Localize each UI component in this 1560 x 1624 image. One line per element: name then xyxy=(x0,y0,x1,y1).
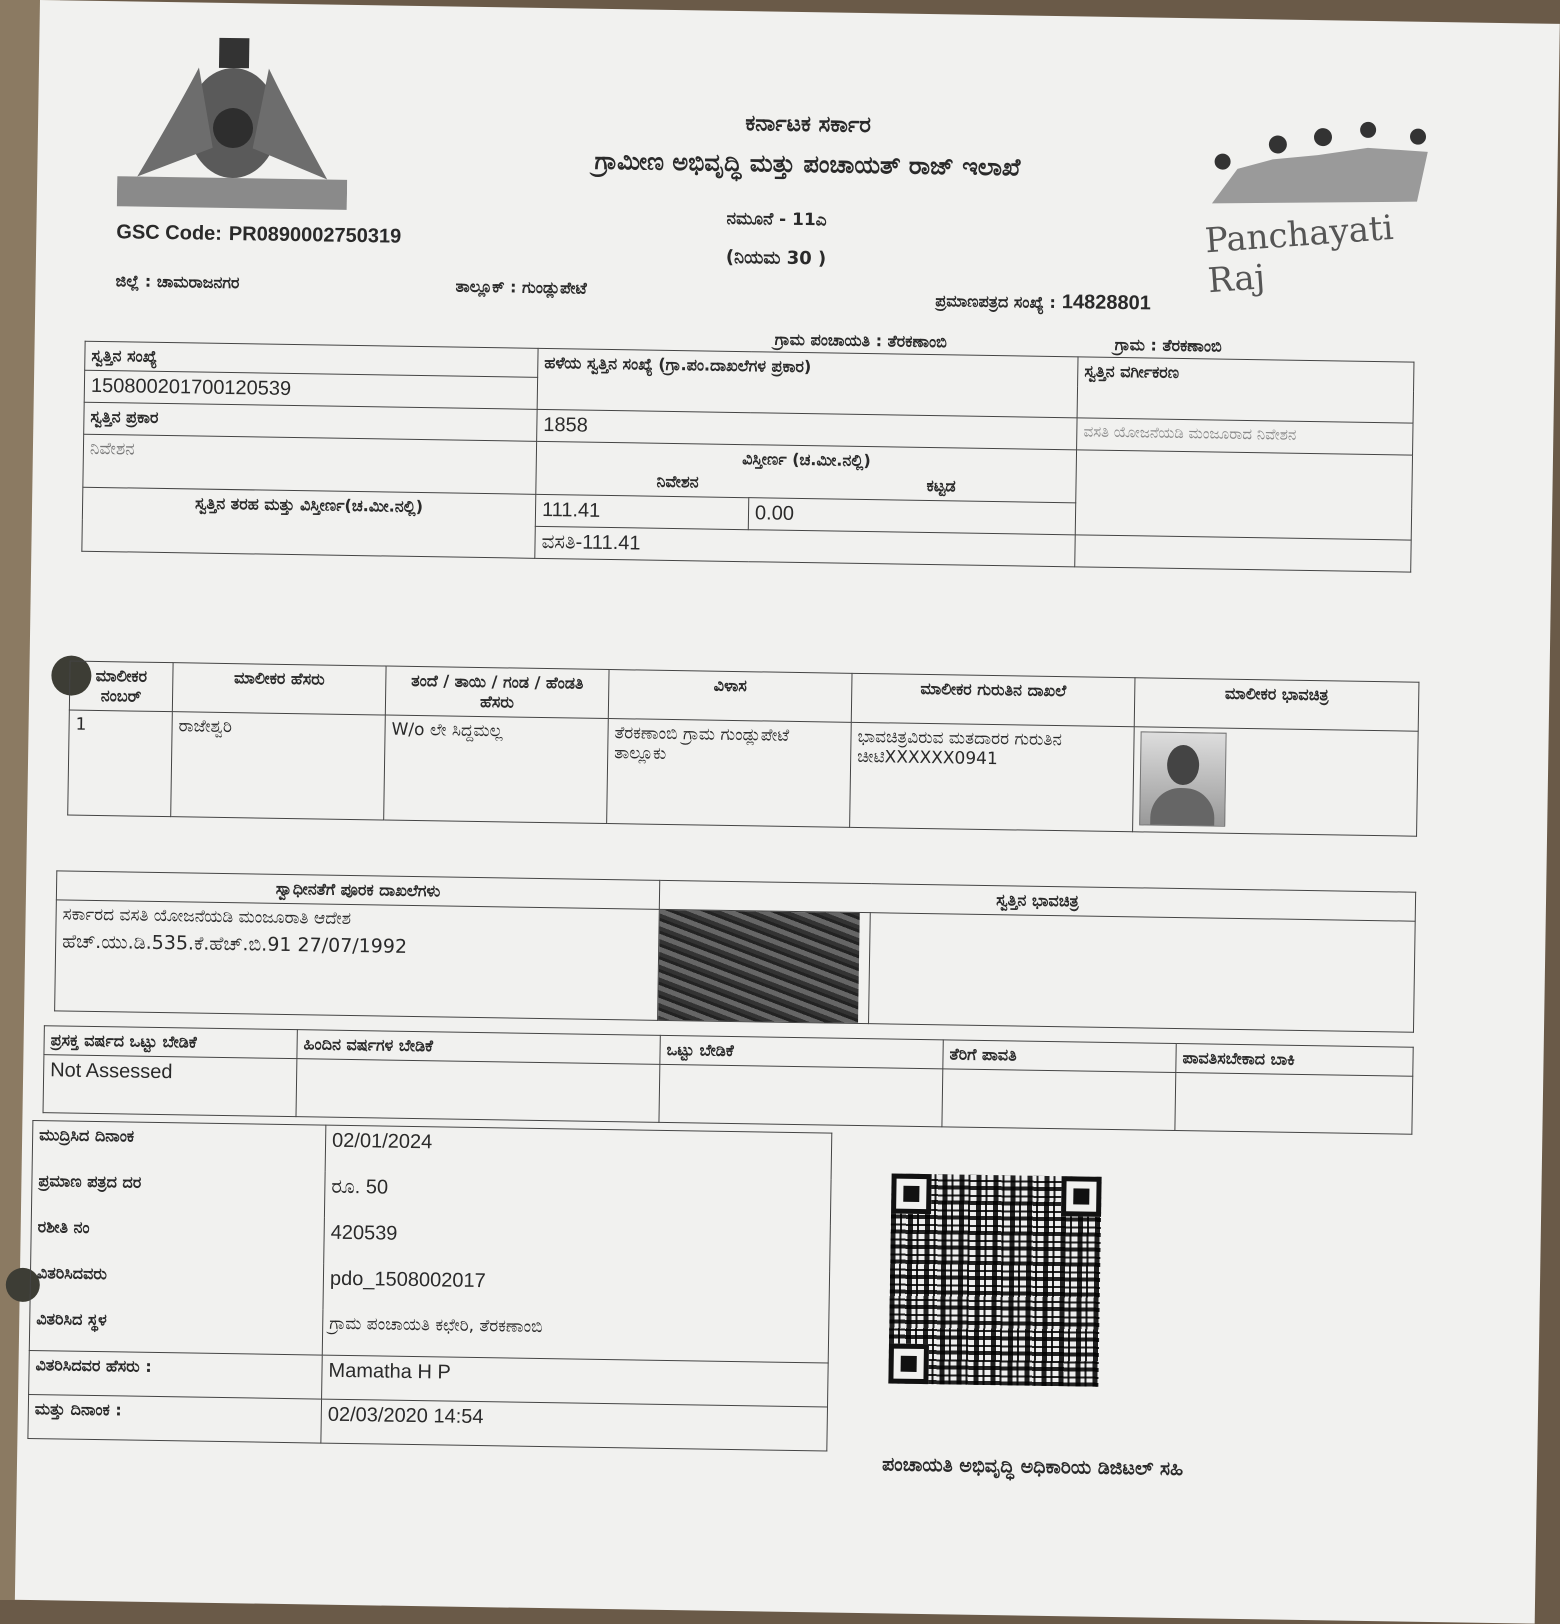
old-property-id-label: ಹಳೆಯ ಸ್ವತ್ತಿನ ಸಂಖ್ಯೆ (ಗ್ರಾ.ಪಂ.ದಾಖಲೆಗಳ ಪ್ರಕಾರ) xyxy=(537,348,1078,417)
certificate-fee-label: ಪ್ರಮಾಣ ಪತ್ರದ ದರ xyxy=(31,1167,325,1218)
owner-table xyxy=(67,661,1419,837)
area-label: ವಿಸ್ತೀರ್ಣ (ಚ.ಮೀ.ನಲ್ಲಿ) xyxy=(742,449,871,471)
certificate-number-value: 14828801 xyxy=(1061,291,1151,315)
owner-id-doc: ಭಾವಚಿತ್ರವಿರುವ ಮತದಾರರ ಗುರುತಿನ ಚೀಟಿXXXXXX0941 xyxy=(850,722,1135,831)
total-demand-value xyxy=(659,1064,943,1126)
property-id-value: 150800201700120539 xyxy=(84,370,537,409)
property-type-value: ನಿವೇಶನ xyxy=(83,434,537,494)
gsc-code xyxy=(116,219,401,248)
gram-panchayat: ಗ್ರಾಮ ಪಂಚಾಯತಿ : ತೆರಕಣಾಂಬಿ xyxy=(774,329,948,352)
owner-no-header: ಮಾಲೀಕರ ನಂಬರ್ xyxy=(69,661,173,712)
classification-value: ವಸತಿ ಯೋಜನೆಯಡಿ ಮಂಜೂರಾದ ನಿವೇಶನ xyxy=(1077,418,1413,455)
issue-place-label: ವಿತರಿಸಿದ ಸ್ಥಳ xyxy=(29,1305,323,1356)
site-area-value: 111.41 xyxy=(535,494,748,529)
ownership-docs-label: ಸ್ವಾಧೀನತೆಗೆ ಪೂರಕ ದಾಖಲೆಗಳು xyxy=(56,871,659,909)
panchayati-raj-logo-text: Panchayati Raj xyxy=(1203,207,1395,302)
taluk: ತಾಲ್ಲೂಕ್ : ಗುಂಡ್ಲುಪೇಟೆ xyxy=(455,276,587,298)
property-photo-cell xyxy=(658,909,871,1023)
district: ಜಿಲ್ಲೆ : ಚಾಮರಾಜನಗರ xyxy=(115,271,240,293)
owner-photo xyxy=(1139,731,1226,826)
printed-date-label: ಮುದ್ರಿಸಿದ ದಿನಾಂಕ xyxy=(32,1121,326,1172)
previous-demand-value xyxy=(296,1059,660,1123)
gsc-code-value: PR0890002750319 xyxy=(228,222,402,248)
government-title: ಕರ್ನಾಟಕ ಸರ್ಕಾರ xyxy=(745,111,872,139)
property-photo-label: ಸ್ವತ್ತಿನ ಭಾವಚಿತ್ರ xyxy=(659,880,1415,921)
ownership-docs-table xyxy=(54,870,1416,1032)
owner-no: 1 xyxy=(68,710,173,817)
owner-address: ತೆರಕಣಾಂಬಿ ಗ್ರಾಮ ಗುಂಡ್ಲುಪೇಟೆ ತಾಲ್ಲೂಕು xyxy=(607,719,852,828)
id-doc-header: ಮಾಲೀಕರ ಗುರುತಿನ ದಾಖಲೆ xyxy=(851,673,1135,726)
blank-cell xyxy=(869,913,1416,1033)
certificate-page xyxy=(15,0,1560,1624)
issuer-name-value: Mamatha H P xyxy=(322,1355,829,1407)
total-demand-header: ಒಟ್ಟು ಬೇಡಿಕೆ xyxy=(660,1035,943,1068)
previous-demand-header: ಹಿಂದಿನ ವರ್ಷಗಳ ಬೇಡಿಕೆ xyxy=(297,1030,660,1065)
property-details-table xyxy=(81,341,1414,573)
old-property-id-value: 1858 xyxy=(537,409,1078,449)
ownership-docs-line1: ಸರ್ಕಾರದ ವಸತಿ ಯೋಜನೆಯಡಿ ಮಂಜೂರಾತಿ ಆದೇಶ xyxy=(62,904,352,929)
form-number: ನಮೂನೆ - 11ಎ xyxy=(726,208,827,231)
property-id-label: ಸ್ವತ್ತಿನ ಸಂಖ್ಯೆ xyxy=(85,341,538,377)
owner-photo-header: ಮಾಲೀಕರ ಭಾವಚಿತ್ರ xyxy=(1134,678,1419,731)
issue-place-value: ಗ್ರಾಮ ಪಂಚಾಯತಿ ಕಛೇರಿ, ತೆರಕಣಾಂಬಿ xyxy=(322,1309,829,1363)
rule-reference: (ನಿಯಮ 30 ) xyxy=(725,246,827,270)
certificate-fee-value: ರೂ. 50 xyxy=(324,1171,831,1225)
table-row xyxy=(68,710,1418,836)
address-header: ವಿಳಾಸ xyxy=(608,670,852,723)
people-icon xyxy=(1177,113,1439,217)
issued-by-label: ವಿತರಿಸಿದವರು xyxy=(30,1259,324,1310)
owner-photo-cell xyxy=(1133,727,1419,836)
department-title: ಗ್ರಾಮೀಣ ಅಭಿವೃದ್ಧಿ ಮತ್ತು ಪಂಚಾಯತ್ ರಾಜ್ ಇಲಾಖೆ xyxy=(594,146,1021,182)
owner-name: ರಾಜೇಶ್ವರಿ xyxy=(171,712,386,820)
balance-due-value xyxy=(1175,1072,1413,1134)
certificate-number xyxy=(935,289,1151,315)
issued-by-value: pdo_1508002017 xyxy=(323,1263,830,1317)
nature-value: ವಸತಿ-111.41 xyxy=(535,526,1076,566)
owner-name-header: ಮಾಲೀಕರ ಹೆಸರು xyxy=(172,663,386,715)
current-demand-header: ಪ್ರಸಕ್ತ ವರ್ಷದ ಒಟ್ಟು ಬೇಡಿಕೆ xyxy=(44,1026,297,1059)
receipt-no-value: 420539 xyxy=(324,1217,831,1271)
tax-paid-header: ತೆರಿಗೆ ಪಾವತಿ xyxy=(943,1040,1176,1073)
qr-code xyxy=(888,1174,1101,1387)
certificate-number-label: ಪ್ರಮಾಣಪತ್ರದ ಸಂಖ್ಯೆ : xyxy=(935,291,1057,312)
village: ಗ್ರಾಮ : ತೆರಕಣಾಂಬಿ xyxy=(1114,334,1222,356)
ownership-docs-value xyxy=(55,900,660,1020)
building-area-value: 0.00 xyxy=(748,498,1076,535)
gsc-code-label: GSC Code: xyxy=(116,221,223,245)
tax-paid-value xyxy=(942,1069,1176,1131)
karnataka-emblem-logo xyxy=(117,26,350,215)
printed-date-value: 02/01/2024 xyxy=(325,1125,832,1179)
area-header xyxy=(536,441,1077,502)
panchayati-raj-logo xyxy=(1176,113,1438,302)
blank-cell xyxy=(1075,535,1411,572)
owner-relation: W/o ಲೇ ಸಿದ್ದಮಲ್ಲ xyxy=(384,715,609,823)
issue-date-value: 02/03/2020 14:54 xyxy=(321,1399,828,1451)
nature-label: ಸ್ವತ್ತಿನ ತರಹ ಮತ್ತು ವಿಸ್ತೀರ್ಣ(ಚ.ಮೀ.ನಲ್ಲಿ) xyxy=(82,487,536,558)
tax-table xyxy=(43,1025,1414,1135)
issuer-name-label: ವಿತರಿಸಿದವರ ಹೆಸರು : xyxy=(29,1350,323,1399)
receipt-no-label: ರಶೀತಿ ನಂ xyxy=(31,1213,325,1264)
building-area-label: ಕಟ್ಟಡ xyxy=(926,475,956,496)
site-area-label: ನಿವೇಶನ xyxy=(656,471,699,492)
relation-header: ತಂದೆ / ತಾಯಿ / ಗಂಡ / ಹೆಂಡತಿ ಹೆಸರು xyxy=(385,666,609,718)
digital-signature-label: ಪಂಚಾಯತಿ ಅಭಿವೃದ್ಧಿ ಅಧಿಕಾರಿಯ ಡಿಜಿಟಲ್ ಸಹಿ xyxy=(881,1453,1184,1481)
property-photo xyxy=(658,910,860,1023)
ownership-docs-line2: ಹೆಚ್.ಯು.ಡಿ.535.ಕೆ.ಹೆಚ್.ಬಿ.91 27/07/1992 xyxy=(62,930,408,958)
blank-cell xyxy=(1075,450,1412,540)
issue-details-table xyxy=(27,1120,832,1452)
issue-date-label: ಮತ್ತು ದಿನಾಂಕ : xyxy=(28,1394,322,1443)
balance-due-header: ಪಾವತಿಸಬೇಕಾದ ಬಾಕಿ xyxy=(1176,1043,1413,1076)
classification-label: ಸ್ವತ್ತಿನ ವರ್ಗೀಕರಣ xyxy=(1077,357,1414,423)
property-type-label: ಸ್ವತ್ತಿನ ಪ್ರಕಾರ xyxy=(84,402,537,441)
current-demand-value: Not Assessed xyxy=(43,1055,297,1117)
